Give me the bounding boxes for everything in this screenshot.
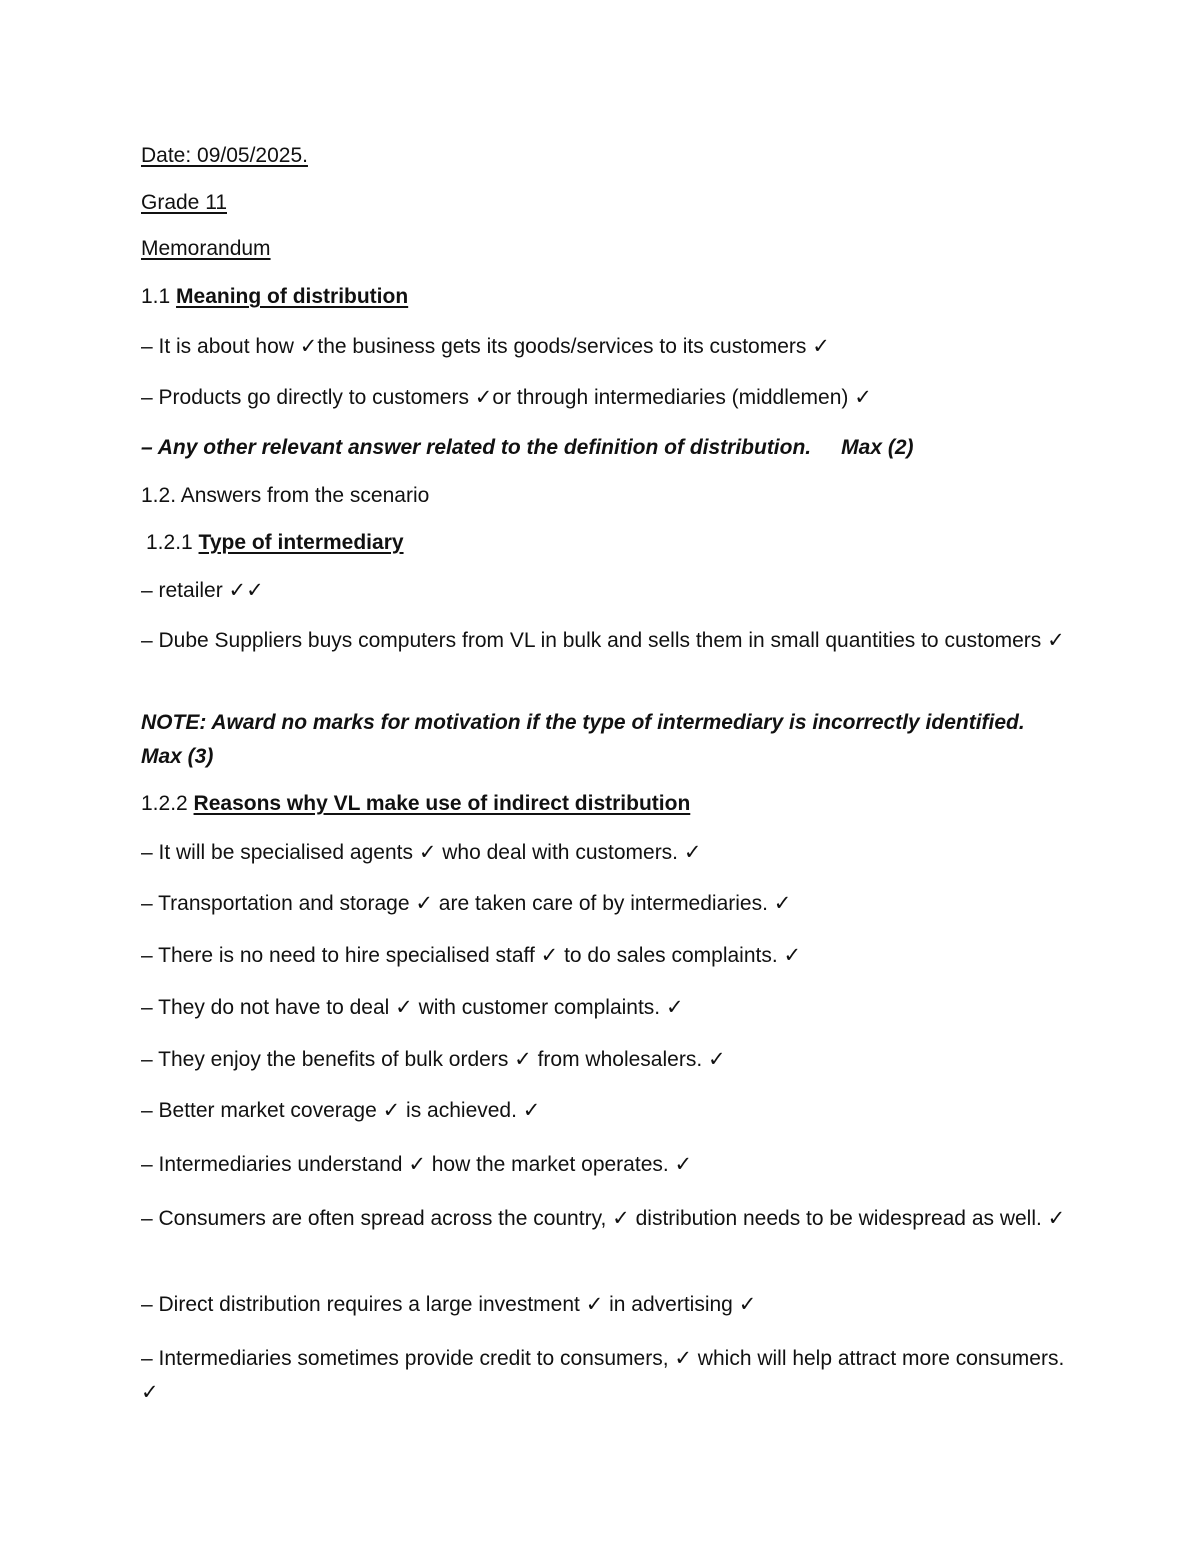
max-marks: Max (2)	[841, 436, 914, 459]
section-number: 1.2.2	[141, 792, 194, 815]
answer-line: – Intermediaries sometimes provide credit to consumers, ✓ which will help attract more consumers. ✓	[141, 1347, 1065, 1404]
answer-line: – Intermediaries understand ✓ how the market operates. ✓	[141, 1153, 693, 1176]
section-1-2-1-heading	[146, 526, 1076, 560]
section-number: 1.1	[141, 285, 177, 308]
grade-text: Grade 11	[141, 191, 227, 214]
answer-line: – There is no need to hire specialised staff ✓ to do sales complaints. ✓	[141, 944, 802, 967]
answer-line: – retailer ✓✓	[141, 579, 264, 602]
answer-line: – They enjoy the benefits of bulk orders ✓ from wholesalers. ✓	[141, 1048, 726, 1071]
title-line	[141, 232, 1071, 266]
section-title: Meaning of distribution	[176, 285, 409, 308]
answer-line: – Better market coverage ✓ is achieved. ✓	[141, 1099, 541, 1122]
section-1-2-2-heading	[141, 787, 1071, 821]
answer-line: – It will be specialised agents ✓ who deal with customers. ✓	[141, 841, 702, 864]
date-line	[141, 139, 1071, 173]
answer-line: – Direct distribution requires a large investment ✓ in advertising ✓	[141, 1293, 757, 1316]
section-title: Reasons why VL make use of indirect distribution	[193, 792, 691, 815]
answer-line: – Consumers are often spread across the country, ✓ distribution needs to be widespread as well. ✓	[141, 1207, 1066, 1230]
answer-line: – Dube Suppliers buys computers from VL in bulk and sells them in small quantities to customers ✓	[141, 629, 1065, 652]
section-1-1-heading	[141, 280, 1071, 314]
answer-line: – It is about how ✓the business gets its goods/services to its customers ✓	[141, 335, 830, 358]
section-title: Type of intermediary	[198, 531, 404, 554]
section-1-2-heading: 1.2. Answers from the scenario	[141, 484, 430, 507]
page-title: Memorandum	[141, 237, 271, 260]
note-text: – Any other relevant answer related to the definition of distribution.	[141, 436, 812, 459]
marking-note	[141, 431, 1071, 465]
answer-line: – Transportation and storage ✓ are taken care of by intermediaries. ✓	[141, 892, 792, 915]
section-number: 1.2.1	[146, 531, 199, 554]
grade-line	[141, 186, 1071, 220]
answer-line: – Products go directly to customers ✓or through intermediaries (middlemen) ✓	[141, 386, 872, 409]
date-text: Date: 09/05/2025.	[141, 144, 308, 167]
answer-line: – They do not have to deal ✓ with customer complaints. ✓	[141, 996, 684, 1019]
marking-note: NOTE: Award no marks for motivation if the type of intermediary is incorrectly identified. Max (3)	[141, 711, 1025, 768]
